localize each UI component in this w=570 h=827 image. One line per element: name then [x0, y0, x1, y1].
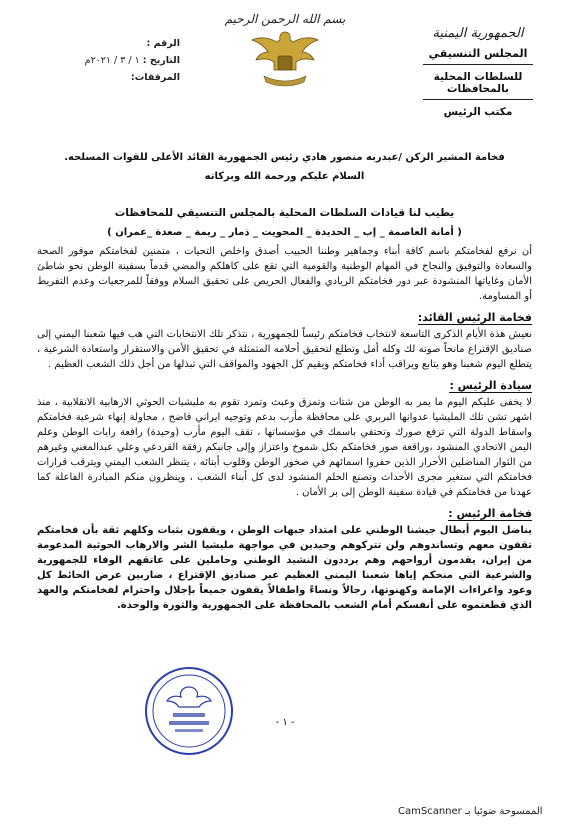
basmala: بسم الله الرحمن الرحيم: [224, 12, 346, 26]
divider: [423, 64, 533, 65]
reference-row: [60, 38, 180, 49]
letterhead-right: [408, 26, 548, 118]
official-seal-stamp: [143, 665, 235, 757]
divider: [423, 99, 533, 100]
republic-name: الجمهورية اليمنية: [432, 26, 524, 41]
council-subtitle: للسلطات المحلية بالمحافظات: [433, 71, 523, 95]
paragraph-anniversary: نعيش هذة الأيام الذكرى التاسعة لانتخاب فخامتكم رئيساً للجمهورية ، نتذكر تلك الانتخابات التي هب فيها شعبنا اليمني إلى صناديق الإقتراع مانحاً صوته لك وكله أمل وتطلع لتحقيق أحلامه المتمثلة في تحقيق الأمن والاستقرار واستعادة الشرعية ، يتطلع اليوم شعبنا وهو يتابع ويراقب أداء فخامتكم ويقيم كل الجهود والمواقف التي تبذلها من أجل ذلك الشعب العظيم .: [37, 329, 532, 370]
governorates-list: ( أمانة العاصمة _ إب _ الحديدة _ المحويت _ ذمار _ ريمة _ صعدة _عمران ): [107, 227, 462, 238]
greeting: السلام عليكم ورحمة الله وبركاته: [204, 171, 365, 182]
section-heading-2: سيادة الرئيس :: [449, 379, 532, 392]
attachments-label: المرفقات:: [130, 72, 180, 83]
paragraph-army: يناضل اليوم أبطال جيشنا الوطني على امتداد جبهات الوطن ، ويقفون بثبات وكلهم ثقة بأن فخامتكم تقفون معهم وتساندوهم ولن تتركوهم وحيدين في مواجهة مليشيا الشر والارهاب الحوثية المدعومة من إيران، يقدمون أرواحهم وهم يرددون النشيد الوطني وحاملين على عاتقهم الوفاء للجمهورية والشرعية التي منحكم إياها شعبنا اليمني العظيم عبر صناديق الإقتراع ، ضاربين عرض الحائط كل وعود واغراءات الإمامة وكهنوتها، رجالاً ونساءً واطفالاً يقفون جميعاً بإجلال واحترام لفخامتكم والعهد الذي قطعتموه على أنفسكم أمام الشعب بالمحافظة على الجمهورية والثورة والوحدة.: [37, 525, 532, 611]
yemen-eagle-emblem-icon: [250, 26, 320, 92]
reference-label: الرقم :: [146, 38, 180, 49]
page-number: - ١ -: [275, 717, 295, 728]
paragraph-intro: أن نرفع لفخامتكم باسم كافة أبناء وجماهير وطننا الحبيب أصدق واخلص التحيات ، متمنين لفخامتكم موفور الصحة والسعادة والتوفيق والنجاح في المهام الوطنية والقومية التي تقع على كاهلكم والمضي قدماً بسفينة الوطن نحو شاطئ الأمان وغاياتها المنشودة عبر دور فخامتكم الريادي والفعال الحريص على تحقيق السلام ووفقاً للمرجعيات وعدم التفريط أو المساومة.: [37, 246, 532, 302]
section-heading-1: فخامة الرئيس القائد:: [417, 311, 532, 324]
section-heading-3: فخامة الرئيس :: [448, 507, 532, 520]
date-value: ١ / ٣ / ٢٠٢١م: [84, 55, 140, 66]
paragraph-marib: لا يخفى عليكم اليوم ما يمر به الوطن من شتات وتمزق وعبث وتمرد تقوم به مليشيات الحوثي الارهابية الانقلابية ، منذ اشهر تشن تلك المليشيا عدوانها البربري على محافظة مأرب بدعم وتوجيه ايراني فاضح ، محاولة إنهاء شرعية فخامتكم واسقاط الدولة التي ترفع صورك وتحتفي باسمك في مؤسساتها ، تقف اليوم مأرب (وحيدة) رافعة رايات الوطن وعلم اليمن الاتحادي المنشود ،وراقعة صور فخامتكم بكل شموخ واعتزاز وإلى جانبكم رفقة القردعي وعلي عبدالمغني وغيرهم من الثوار المناضلين الأحرار الذين حفروا اسمائهم في صخور الوطن وقلوب أبنائه ، يتنظر الشعب اليمني ويترقب قرارات فخامتكم التي ستغير مجرى الأحداث وتصنع الحلم المنشود لدى كل أبناء الشعب ، وينظرون منكم المبادرة الفاعلة كما عهدنا من فخامتكم في قيادة سفينة الوطن إلى بر الأمان .: [37, 397, 532, 498]
council-name: المجلس التنسيقي: [428, 47, 528, 60]
date-label: التاريخ :: [142, 55, 180, 66]
letterhead-left: [60, 38, 180, 89]
attachments-row: [60, 72, 180, 83]
addressee: فخامة المشير الركن /عبدربه منصور هادي رئيس الجمهورية القائد الأعلى للقوات المسلحه.: [64, 152, 505, 163]
letter-body: [37, 150, 532, 619]
date-row: [60, 55, 180, 66]
senders-title: يطيب لنا قيادات السلطات المحلية بالمجلس التنسيقي للمحافظات: [114, 207, 455, 219]
scanner-watermark: CamScanner الممسوحة ضوئيا بـ: [398, 806, 543, 817]
office-name: مكتب الرئيس: [443, 106, 513, 118]
